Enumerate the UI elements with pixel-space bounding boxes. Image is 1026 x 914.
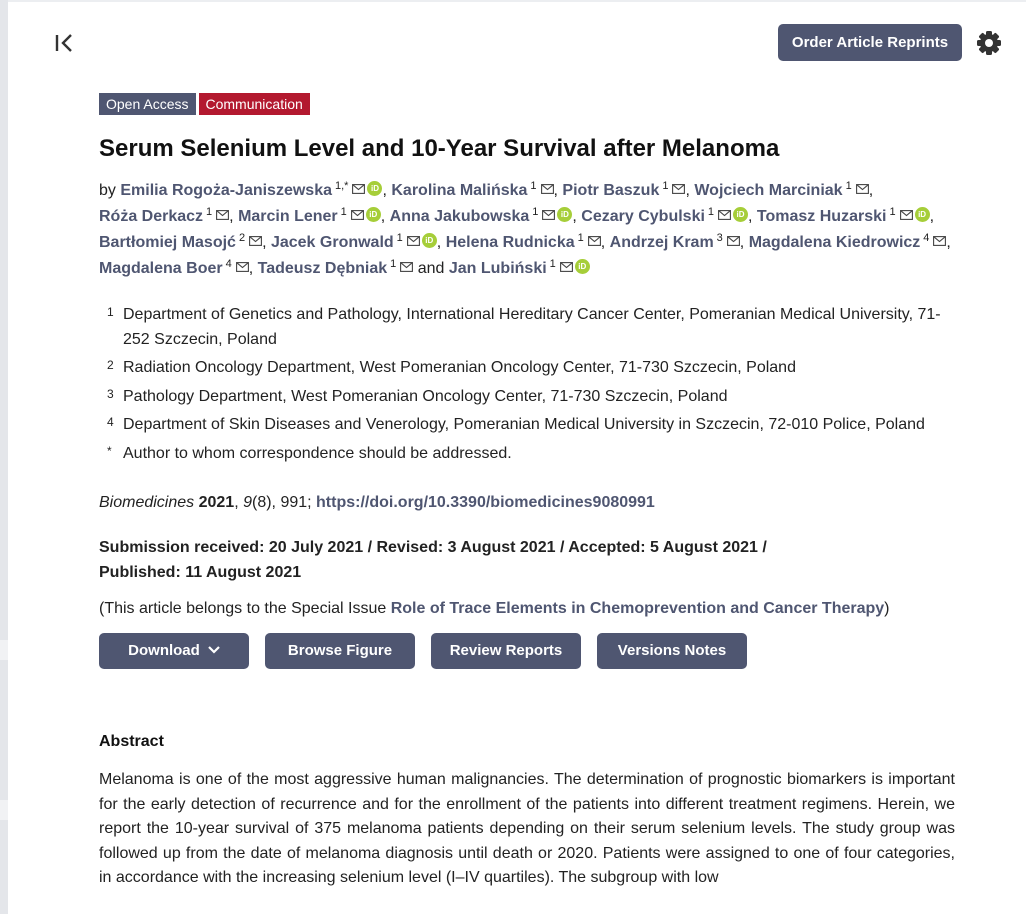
- browse-figure-button[interactable]: Browse Figure: [265, 633, 415, 669]
- author-affiliation-sup: 1: [390, 257, 397, 270]
- collapse-sidebar-icon[interactable]: [52, 30, 78, 56]
- email-icon[interactable]: [856, 177, 869, 187]
- author-name[interactable]: Magdalena Kiedrowicz: [748, 234, 921, 251]
- author-entry: [748, 231, 947, 251]
- settings-gear-icon[interactable]: [974, 28, 1004, 58]
- affiliation-number: 4: [107, 415, 114, 429]
- special-issue-suffix: ): [884, 600, 890, 617]
- versions-notes-button[interactable]: Versions Notes: [597, 633, 747, 669]
- article-badges: [99, 93, 955, 115]
- author-name[interactable]: Wojciech Marciniak: [694, 182, 843, 199]
- author-entry: [581, 205, 748, 225]
- chevron-down-icon: [208, 646, 220, 654]
- author-list: by Emilia Rogoża-Janiszewska $^{1,*}$ iD , Karolina Malińska $^1$ , Piotr Baszuk $^1$ , Wojciech Marciniak $^1$ , Róża Derkacz $^1$ , Marcin Lener $^1$ iD , Anna Jakubowska $^1$ iD , Cezary Cybulski $^1$ iD , Tomasz Huzarski $^1$ iD , Bartłomiej Masojć $^2$ , Jacek Gronwald $^1$ iD , Helena Rudnicka $^1$ , Andrzej Kram $^3$ , Magdalena Kiedrowicz $^4$ , Magdalena Boer $^4$ , Tadeusz Dębniak $^1$ and Jan Lubiński $^1$ iD: [99, 177, 955, 281]
- email-icon[interactable]: [236, 255, 249, 265]
- affiliation-text: Radiation Oncology Department, West Pomeranian Oncology Center, 71-730 Szczecin, Poland: [123, 359, 796, 376]
- author-entry: [238, 205, 381, 225]
- email-icon[interactable]: [718, 203, 731, 213]
- email-icon[interactable]: [727, 229, 740, 239]
- author-name[interactable]: Magdalena Boer: [99, 260, 223, 277]
- author-affiliation-sup: 1: [206, 205, 213, 218]
- journal-name: Biomedicines: [99, 494, 195, 511]
- abstract-text: Melanoma is one of the most aggressive human malignancies. The determination of prognostic biomarkers is important for the early detection of recurrence and for the enrollment of the patients into different treatment regimens. Herein, we report the 10-year survival of 375 melanoma patients depending on their serum selenium levels. The study group was followed up from the date of melanoma diagnosis until death or 2020. Patients were assigned to one of four categories, in accordance with the increasing selenium level (I–IV quartiles). The subgroup with low: [99, 771, 955, 886]
- author-affiliation-sup: 1: [577, 231, 584, 244]
- author-name[interactable]: Emilia Rogoża-Janiszewska: [120, 182, 332, 199]
- author-affiliation-sup: 1: [549, 257, 556, 270]
- author-entry: [99, 257, 249, 277]
- affiliation-text: Author to whom correspondence should be addressed.: [123, 444, 512, 462]
- author-affiliation-sup: 1: [889, 205, 896, 218]
- affiliation-number: 2: [107, 358, 114, 372]
- affiliation-text: Pathology Department, West Pomeranian Oncology Center, 71-730 Szczecin, Poland: [123, 387, 728, 405]
- citation-year: 2021: [198, 494, 235, 511]
- author-name[interactable]: Róża Derkacz: [99, 208, 204, 225]
- download-label: Download: [128, 642, 200, 659]
- dates-line-2: Published: 11 August 2021: [99, 564, 302, 581]
- author-name[interactable]: Karolina Malińska: [391, 182, 528, 199]
- author-entry: [120, 179, 382, 199]
- author-entry: [756, 205, 930, 225]
- affiliation-text: Department of Genetics and Pathology, International Hereditary Cancer Center, Pomeranian Medical University, 71-252 Szczecin, Poland: [123, 306, 941, 348]
- special-issue-link[interactable]: Role of Trace Elements in Chemoprevention and Cancer Therapy: [390, 600, 885, 617]
- affiliation-list: [99, 303, 955, 466]
- author-entry: [99, 205, 229, 225]
- author-entry: [445, 231, 601, 251]
- author-entry: [694, 179, 868, 199]
- affiliation-item: [99, 303, 955, 352]
- author-affiliation-sup: 4: [923, 231, 930, 244]
- author-name[interactable]: Andrzej Kram: [609, 234, 714, 251]
- author-affiliation-sup: 1: [662, 179, 669, 192]
- review-reports-button[interactable]: Review Reports: [431, 633, 581, 669]
- author-entry: [562, 179, 685, 199]
- affiliation-number: *: [107, 443, 112, 458]
- doi-link[interactable]: https://doi.org/10.3390/biomedicines9080991: [316, 494, 655, 511]
- left-panel-edge: [0, 0, 8, 914]
- author-affiliation-sup: 4: [225, 257, 232, 270]
- dates-line-1: Submission received: 20 July 2021 / Revised: 3 August 2021 / Accepted: 5 August 2021 /: [99, 539, 767, 556]
- author-name[interactable]: Jan Lubiński: [448, 260, 547, 277]
- affiliation-number: 3: [107, 386, 114, 401]
- affiliation-item: [99, 385, 955, 410]
- authors-prefix: by: [99, 182, 116, 199]
- email-icon[interactable]: [351, 203, 364, 213]
- article-actions: [99, 633, 955, 669]
- order-reprints-button[interactable]: Order Article Reprints: [778, 24, 962, 61]
- email-icon[interactable]: [541, 177, 554, 187]
- affiliation-item: [99, 413, 955, 438]
- affiliation-number: 1: [107, 305, 114, 319]
- download-button[interactable]: [99, 633, 249, 669]
- orcid-icon[interactable]: iD: [915, 207, 930, 222]
- email-icon[interactable]: [933, 229, 946, 239]
- author-affiliation-sup: 1: [707, 205, 715, 218]
- email-icon[interactable]: [352, 177, 365, 187]
- email-icon[interactable]: [400, 255, 413, 265]
- top-border: [8, 0, 1026, 2]
- author-name[interactable]: Cezary Cybulski: [581, 208, 705, 225]
- author-name[interactable]: Anna Jakubowska: [389, 208, 530, 225]
- orcid-icon[interactable]: iD: [366, 207, 381, 222]
- citation-line: Biomedicines 2021, 9(8), 991; https://doi.org/10.3390/biomedicines9080991: [99, 494, 655, 511]
- special-issue-note: [99, 597, 955, 621]
- author-name[interactable]: Bartłomiej Masojć: [99, 234, 236, 251]
- author-affiliation-sup: 3: [716, 231, 723, 244]
- affiliation-item: [99, 356, 955, 381]
- open-access-badge[interactable]: Open Access: [99, 93, 196, 115]
- author-affiliation-sup: 2: [238, 231, 246, 244]
- author-entry: [389, 205, 573, 225]
- author-affiliation-sup: 1: [396, 231, 403, 244]
- affiliation-item: [99, 442, 955, 467]
- author-affiliation-sup: 1: [530, 179, 537, 192]
- abstract-heading: Abstract: [99, 733, 164, 750]
- orcid-icon[interactable]: iD: [557, 207, 572, 222]
- special-issue-prefix: (This article belongs to the Special Issue: [99, 600, 391, 617]
- citation-volume: 9: [243, 494, 252, 511]
- article-title: Serum Selenium Level and 10-Year Survival after Melanoma: [99, 135, 780, 162]
- email-icon[interactable]: [588, 229, 601, 239]
- author-entry: [270, 231, 437, 251]
- email-icon[interactable]: [560, 255, 573, 265]
- author-entry: [391, 179, 553, 199]
- author-name[interactable]: Helena Rudnicka: [445, 234, 575, 251]
- author-name[interactable]: Tadeusz Dębniak: [257, 260, 388, 277]
- author-affiliation-sup: 1,*: [335, 179, 349, 192]
- author-name[interactable]: Tomasz Huzarski: [756, 208, 887, 225]
- author-entry: [609, 231, 740, 251]
- email-icon[interactable]: [216, 203, 229, 213]
- author-affiliation-sup: 1: [532, 205, 539, 218]
- author-name[interactable]: Marcin Lener: [238, 208, 338, 225]
- author-entry: [257, 257, 414, 277]
- email-icon[interactable]: [249, 229, 262, 239]
- article-type-badge: Communication: [199, 93, 310, 115]
- orcid-icon[interactable]: iD: [422, 233, 437, 248]
- author-entry: [448, 257, 590, 277]
- citation-issue-pages: (8), 991;: [252, 494, 317, 511]
- orcid-icon[interactable]: iD: [367, 181, 382, 196]
- orcid-icon[interactable]: iD: [733, 207, 748, 222]
- author-entry: [99, 231, 262, 251]
- authors-and: and: [417, 260, 445, 277]
- affiliation-text: Department of Skin Diseases and Venerology, Pomeranian Medical University in Szczecin, 72-010 Police, Poland: [123, 416, 925, 433]
- publication-dates: [99, 535, 955, 585]
- email-icon[interactable]: [542, 203, 555, 213]
- author-name[interactable]: Piotr Baszuk: [562, 182, 660, 199]
- orcid-icon[interactable]: iD: [575, 259, 590, 274]
- email-icon[interactable]: [407, 229, 420, 239]
- email-icon[interactable]: [672, 177, 685, 187]
- author-affiliation-sup: 1: [340, 205, 347, 218]
- article-content: [99, 93, 955, 891]
- author-affiliation-sup: 1: [845, 179, 852, 192]
- author-name[interactable]: Jacek Gronwald: [270, 234, 394, 251]
- email-icon[interactable]: [900, 203, 913, 213]
